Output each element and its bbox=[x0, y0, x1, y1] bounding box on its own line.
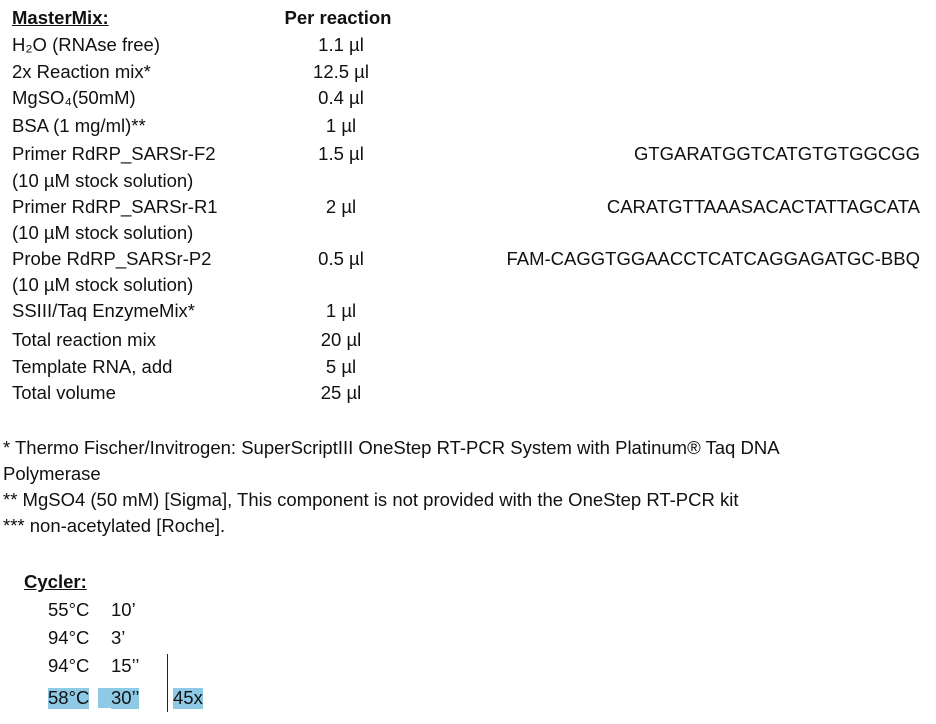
row-amount: 0.4 µl bbox=[318, 87, 364, 108]
row-label: 2x Reaction mix* bbox=[12, 61, 151, 82]
cycler-repeat-count: 45x bbox=[173, 687, 203, 708]
row-amount: 5 µl bbox=[325, 356, 357, 377]
row-label: Probe RdRP_SARSr-P2 bbox=[12, 248, 212, 269]
mastermix-title: MasterMix: bbox=[12, 7, 109, 28]
row-label: Total reaction mix bbox=[12, 329, 156, 350]
cycler-temp: 94°C bbox=[48, 627, 90, 648]
cycler-step bbox=[0, 629, 300, 655]
row-amount: 1.5 µl bbox=[318, 143, 364, 164]
row-sequence: GTGARATGGTCATGTGTGGCGG bbox=[633, 143, 920, 164]
row-amount: 0.5 µl bbox=[318, 248, 364, 269]
row-label: (10 µM stock solution) bbox=[12, 170, 194, 191]
row-amount: 1.1 µl bbox=[318, 34, 364, 55]
cycler-step bbox=[0, 657, 300, 683]
cycler-temp: 55°C bbox=[48, 599, 90, 620]
row-amount: 1 µl bbox=[325, 115, 357, 136]
row-label: Total volume bbox=[12, 382, 116, 403]
highlight-gap bbox=[98, 688, 111, 708]
footnote-2: ** MgSO4 (50 mM) [Sigma], This component is not provided with the OneStep RT-PCR kit bbox=[3, 489, 739, 510]
footnote-1: * Thermo Fischer/Invitrogen: SuperScriptIII OneStep RT-PCR System with Platinum® Taq DNA bbox=[3, 437, 780, 458]
row-amount: 20 µl bbox=[320, 329, 362, 350]
cycler-time: 10’ bbox=[111, 599, 136, 620]
row-amount: 1 µl bbox=[325, 300, 357, 321]
repeat-bracket-line bbox=[167, 654, 168, 712]
row-sequence: FAM-CAGGTGGAACCTCATCAGGAGATGC-BBQ bbox=[506, 248, 920, 269]
row-amount: 12.5 µl bbox=[313, 61, 369, 82]
footnote-3: *** non-acetylated [Roche]. bbox=[3, 515, 226, 536]
cycler-temp: 94°C bbox=[48, 655, 90, 676]
row-label: Primer RdRP_SARSr-R1 bbox=[12, 196, 218, 217]
cycler-time: 15’’ bbox=[111, 655, 140, 676]
per-reaction-header: Per reaction bbox=[284, 7, 392, 28]
cycler-time: 30’’ bbox=[111, 687, 140, 708]
cycler-temp: 58°C bbox=[48, 687, 90, 708]
cycler-step bbox=[0, 601, 300, 627]
row-label: (10 µM stock solution) bbox=[12, 222, 194, 243]
row-label: Primer RdRP_SARSr-F2 bbox=[12, 143, 216, 164]
row-amount: 2 µl bbox=[325, 196, 357, 217]
cycler-title: Cycler: bbox=[24, 571, 87, 592]
row-label: BSA (1 mg/ml)** bbox=[12, 115, 146, 136]
row-label: Template RNA, add bbox=[12, 356, 173, 377]
row-sequence: CARATGTTAAASACACTATTAGCATA bbox=[606, 196, 920, 217]
cycler-step-highlighted bbox=[0, 688, 300, 714]
row-amount: 25 µl bbox=[320, 382, 362, 403]
row-label: H₂O (RNAse free) bbox=[12, 34, 161, 55]
footnote-1-continued: Polymerase bbox=[3, 463, 101, 484]
row-label: (10 µM stock solution) bbox=[12, 274, 194, 295]
row-label: MgSO₄(50mM) bbox=[12, 87, 136, 108]
cycler-time: 3’ bbox=[111, 627, 126, 648]
row-label: SSIII/Taq EnzymeMix* bbox=[12, 300, 196, 321]
